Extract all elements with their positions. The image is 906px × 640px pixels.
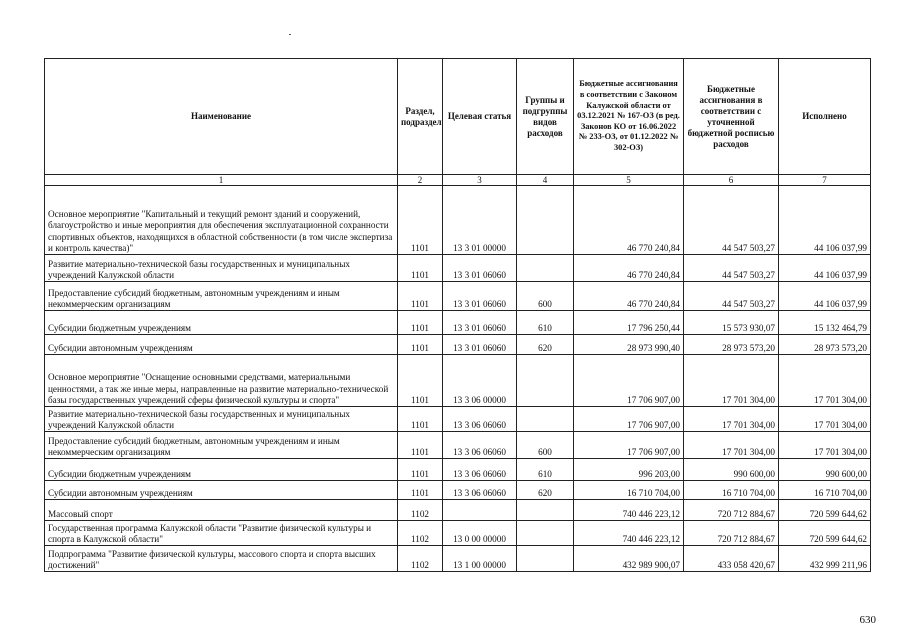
row-executed-amount: 44 106 037,99: [779, 186, 871, 255]
row-executed-amount: 17 701 304,00: [779, 355, 871, 407]
row-roster-amount: 17 701 304,00: [684, 407, 779, 432]
table-row: [45, 521, 871, 546]
table-row: [45, 481, 871, 500]
row-name: Субсидии автономным учреждениям: [45, 481, 398, 500]
row-roster-amount: 28 973 573,20: [684, 335, 779, 355]
row-name: Основное мероприятие "Оснащение основными средствами, материальными ценностями, а так же иные меры, направленные на развитие материально-технической базы государственных учреждений сферы физической культуры и спорта": [45, 355, 398, 407]
row-expense-group: [517, 500, 574, 521]
row-target-article: 13 3 01 06060: [443, 282, 517, 311]
table-row: [45, 432, 871, 459]
row-expense-group: 600: [517, 432, 574, 459]
row-expense-group: 620: [517, 481, 574, 500]
column-number: 5: [574, 175, 684, 186]
row-name: Основное мероприятие "Капитальный и текущий ремонт зданий и сооружений, благоустройство и иные мероприятия для обеспечения эксплуатационной сохранности спортивных объектов, находящихся в областной собственности (в том числе экспертиза и контроль качества)": [45, 186, 398, 255]
row-law-amount: 432 989 900,07: [574, 546, 684, 572]
row-section: 1102: [398, 546, 443, 572]
header-executed: Исполнено: [779, 59, 871, 175]
row-roster-amount: 15 573 930,07: [684, 311, 779, 335]
row-expense-group: [517, 255, 574, 282]
row-expense-group: 610: [517, 459, 574, 481]
row-law-amount: 46 770 240,84: [574, 282, 684, 311]
header-name: Наименование: [45, 59, 398, 175]
table-row: [45, 186, 871, 255]
row-target-article: 13 3 01 00000: [443, 186, 517, 255]
row-target-article: 13 3 01 06060: [443, 311, 517, 335]
row-section: 1101: [398, 481, 443, 500]
row-executed-amount: 28 973 573,20: [779, 335, 871, 355]
row-section: 1102: [398, 521, 443, 546]
row-law-amount: 16 710 704,00: [574, 481, 684, 500]
row-roster-amount: 44 547 503,27: [684, 282, 779, 311]
row-name: Предоставление субсидий бюджетным, автономным учреждениям и иным некоммерческим организациям: [45, 432, 398, 459]
row-target-article: 13 3 06 06060: [443, 481, 517, 500]
row-section: 1101: [398, 186, 443, 255]
column-number: 1: [45, 175, 398, 186]
row-roster-amount: 720 712 884,67: [684, 500, 779, 521]
row-name: Государственная программа Калужской области "Развитие физической культуры и спорта в Калужской области": [45, 521, 398, 546]
row-name: Развитие материально-технической базы государственных и муниципальных учреждений Калужской области: [45, 407, 398, 432]
table-row: [45, 546, 871, 572]
row-expense-group: 620: [517, 335, 574, 355]
table-row: [45, 355, 871, 407]
row-section: 1102: [398, 500, 443, 521]
row-executed-amount: 720 599 644,62: [779, 500, 871, 521]
row-law-amount: 46 770 240,84: [574, 186, 684, 255]
row-name: Предоставление субсидий бюджетным, автономным учреждениям и иным некоммерческим организациям: [45, 282, 398, 311]
row-law-amount: 996 203,00: [574, 459, 684, 481]
row-section: 1101: [398, 407, 443, 432]
row-roster-amount: 44 547 503,27: [684, 255, 779, 282]
row-expense-group: [517, 546, 574, 572]
row-expense-group: [517, 407, 574, 432]
row-executed-amount: 17 701 304,00: [779, 432, 871, 459]
row-expense-group: [517, 186, 574, 255]
header-section: Раздел, подраздел: [398, 59, 443, 175]
row-target-article: 13 3 06 06060: [443, 432, 517, 459]
page-number: 630: [859, 614, 876, 626]
row-expense-group: [517, 521, 574, 546]
row-target-article: 13 3 06 00000: [443, 355, 517, 407]
row-target-article: 13 3 06 06060: [443, 459, 517, 481]
row-target-article: 13 1 00 00000: [443, 546, 517, 572]
row-target-article: [443, 500, 517, 521]
scan-speck: [289, 34, 291, 35]
table-row: [45, 459, 871, 481]
header-roster-allocations: Бюджетные ассигнования в соответствии с уточненной бюджетной росписью расходов: [684, 59, 779, 175]
table-row: [45, 311, 871, 335]
column-number: 2: [398, 175, 443, 186]
header-expense-group: Группы и подгруппы видов расходов: [517, 59, 574, 175]
row-name: Субсидии бюджетным учреждениям: [45, 459, 398, 481]
row-executed-amount: 720 599 644,62: [779, 521, 871, 546]
header-target-article: Целевая статья: [443, 59, 517, 175]
row-expense-group: 610: [517, 311, 574, 335]
row-name: Субсидии бюджетным учреждениям: [45, 311, 398, 335]
table-row: [45, 282, 871, 311]
row-name: Подпрограмма "Развитие физической культуры, массового спорта и спорта высших достижений": [45, 546, 398, 572]
row-roster-amount: 16 710 704,00: [684, 481, 779, 500]
row-roster-amount: 433 058 420,67: [684, 546, 779, 572]
row-roster-amount: 720 712 884,67: [684, 521, 779, 546]
row-target-article: 13 3 01 06060: [443, 335, 517, 355]
header-row: [45, 59, 871, 175]
row-section: 1101: [398, 432, 443, 459]
row-executed-amount: 44 106 037,99: [779, 282, 871, 311]
row-law-amount: 28 973 990,40: [574, 335, 684, 355]
row-roster-amount: 44 547 503,27: [684, 186, 779, 255]
row-law-amount: 740 446 223,12: [574, 500, 684, 521]
row-name: Развитие материально-технической базы государственных и муниципальных учреждений Калужской области: [45, 255, 398, 282]
column-number: 3: [443, 175, 517, 186]
table-row: [45, 407, 871, 432]
row-law-amount: 740 446 223,12: [574, 521, 684, 546]
column-number: 6: [684, 175, 779, 186]
row-section: 1101: [398, 282, 443, 311]
row-target-article: 13 0 00 00000: [443, 521, 517, 546]
row-roster-amount: 990 600,00: [684, 459, 779, 481]
row-target-article: 13 3 06 06060: [443, 407, 517, 432]
column-number: 4: [517, 175, 574, 186]
row-executed-amount: 15 132 464,79: [779, 311, 871, 335]
table-row: [45, 255, 871, 282]
row-executed-amount: 44 106 037,99: [779, 255, 871, 282]
row-expense-group: 600: [517, 282, 574, 311]
column-number-row: [45, 175, 871, 186]
row-executed-amount: 16 710 704,00: [779, 481, 871, 500]
row-executed-amount: 17 701 304,00: [779, 407, 871, 432]
table-row: [45, 335, 871, 355]
header-law-allocations: Бюджетные ассигнования в соответствии с Законом Калужской области от 03.12.2021 № 167-ОЗ (в ред. Законов КО от 16.06.2022 № 233-ОЗ, от 01.12.2022 № 302-ОЗ): [574, 59, 684, 175]
row-executed-amount: 990 600,00: [779, 459, 871, 481]
row-name: Массовый спорт: [45, 500, 398, 521]
row-name: Субсидии автономным учреждениям: [45, 335, 398, 355]
row-section: 1101: [398, 255, 443, 282]
row-section: 1101: [398, 335, 443, 355]
row-section: 1101: [398, 355, 443, 407]
row-executed-amount: 432 999 211,96: [779, 546, 871, 572]
row-law-amount: 17 796 250,44: [574, 311, 684, 335]
row-section: 1101: [398, 459, 443, 481]
row-roster-amount: 17 701 304,00: [684, 432, 779, 459]
row-law-amount: 46 770 240,84: [574, 255, 684, 282]
row-law-amount: 17 706 907,00: [574, 407, 684, 432]
row-law-amount: 17 706 907,00: [574, 432, 684, 459]
row-target-article: 13 3 01 06060: [443, 255, 517, 282]
row-expense-group: [517, 355, 574, 407]
row-roster-amount: 17 701 304,00: [684, 355, 779, 407]
table-row: [45, 500, 871, 521]
budget-execution-table: [44, 58, 871, 572]
row-law-amount: 17 706 907,00: [574, 355, 684, 407]
row-section: 1101: [398, 311, 443, 335]
column-number: 7: [779, 175, 871, 186]
